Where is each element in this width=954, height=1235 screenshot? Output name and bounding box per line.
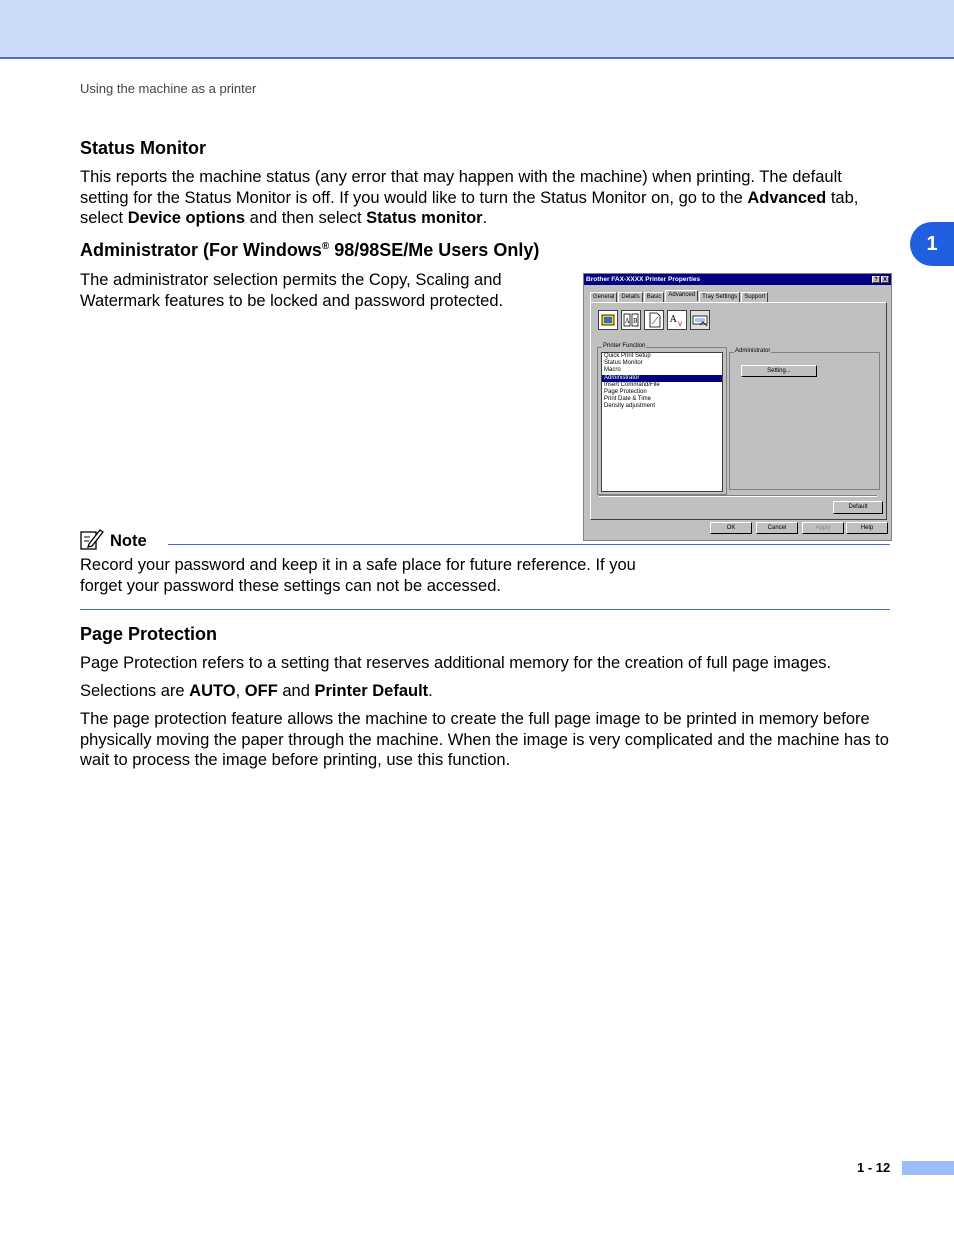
printer-function-list — [601, 352, 723, 492]
status-monitor-paragraph: This reports the machine status (any error that may happen with the machine) when printing. The default setting for the Status Monitor is off. If you would like to turn the Status Monitor on, go to the Advanced tab, select Device options and then select Status monitor. — [80, 168, 859, 227]
dialog-title: Brother FAX-XXXX Printer Properties — [586, 276, 701, 283]
default-button[interactable]: Default — [833, 501, 883, 514]
dialog-titlebar — [584, 274, 891, 285]
tab-support[interactable]: Support — [741, 292, 768, 303]
advanced-panel — [590, 302, 887, 520]
cancel-button[interactable]: Cancel — [756, 522, 798, 534]
device-options-icon[interactable] — [690, 310, 710, 330]
page-protection-p2: Selections are AUTO, OFF and Printer Default. — [80, 682, 433, 700]
administrator-heading: Administrator (For Windows® 98/98SE/Me Users Only) — [80, 240, 540, 260]
quality-icon[interactable] — [598, 310, 618, 330]
apply-button[interactable]: Apply — [802, 522, 844, 534]
list-item[interactable]: Macro — [604, 367, 621, 374]
svg-text:B: B — [633, 318, 638, 325]
list-item[interactable]: Status Monitor — [604, 360, 643, 367]
ab-duplex-icon[interactable] — [621, 310, 641, 330]
help-button[interactable]: Help — [846, 522, 888, 534]
svg-text:V: V — [678, 321, 683, 328]
svg-text:A: A — [625, 318, 630, 325]
tab-details[interactable]: Details — [618, 292, 642, 303]
header-band — [0, 0, 954, 59]
list-item[interactable]: Print Date & Time — [604, 396, 652, 403]
page-protection-p3: The page protection feature allows the machine to create the full page image to be printed in memory before physically moving the paper through the machine. When the image is very complicated and the machine has to wait to process the image before printing, use this function. — [80, 710, 889, 769]
administrator-paragraph: The administrator selection permits the Copy, Scaling and Watermark features to be locked and password protected. — [80, 271, 504, 310]
page-protection-heading: Page Protection — [80, 624, 218, 644]
setting-button[interactable]: Setting... — [741, 365, 817, 377]
list-item[interactable]: Page Protection — [604, 388, 647, 395]
list-item-selected[interactable]: Administrator — [602, 375, 722, 382]
list-item[interactable]: Density adjustment — [604, 403, 656, 410]
watermark-icon[interactable] — [644, 310, 664, 330]
tab-tray-settings[interactable]: Tray Settings — [699, 292, 740, 303]
list-item[interactable]: Quick Print Setup — [604, 353, 651, 359]
printer-properties-dialog — [583, 273, 892, 541]
tab-basic[interactable]: Basic — [644, 292, 665, 303]
footer-band — [902, 1161, 954, 1175]
tab-advanced[interactable]: Advanced — [665, 290, 698, 301]
list-item[interactable]: Insert Command/File — [604, 381, 660, 388]
help-title-button[interactable]: ? — [872, 276, 880, 283]
note-pencil-icon — [80, 527, 104, 551]
administrator-group-label: Administrator — [735, 348, 771, 354]
svg-text:A: A — [670, 315, 677, 325]
ok-button[interactable]: OK — [710, 522, 752, 534]
page-setting-icon[interactable] — [667, 310, 687, 330]
feature-icon-row — [598, 310, 710, 330]
running-header: Using the machine as a printer — [80, 81, 257, 96]
page-protection-p1: Page Protection refers to a setting that reserves additional memory for the creation of full page images. — [80, 654, 832, 672]
tab-general[interactable]: General — [590, 292, 617, 303]
chapter-tab: 1 — [910, 222, 954, 266]
note-body: Record your password and keep it in a safe place for future reference. If you forget your password these settings can not be accessed. — [80, 556, 636, 595]
panel-separator — [599, 495, 877, 497]
note-label: Note — [110, 532, 147, 550]
note-bottom-rule — [80, 609, 890, 610]
page-number: 1 - 12 — [857, 1160, 891, 1175]
note-top-rule — [168, 544, 890, 545]
status-monitor-heading: Status Monitor — [80, 138, 206, 158]
close-title-button[interactable]: X — [882, 277, 887, 283]
printer-function-label: Printer Function — [603, 343, 646, 349]
